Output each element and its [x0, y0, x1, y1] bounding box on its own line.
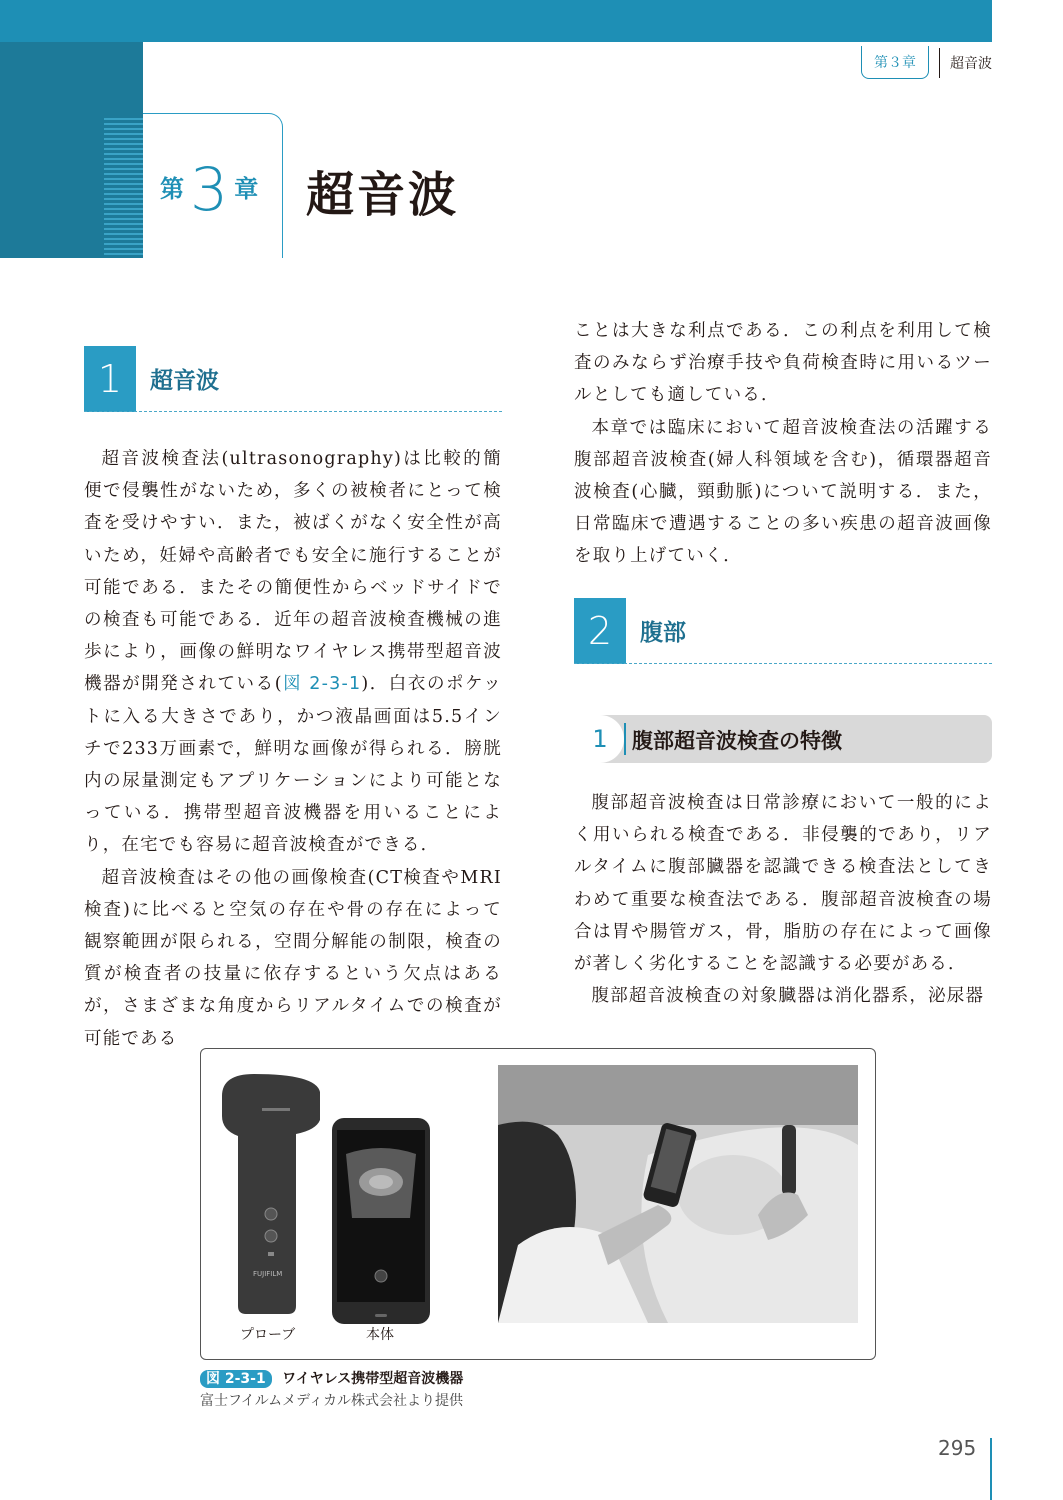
section-title: 超音波 [150, 368, 219, 394]
chapter-number: 3 [190, 155, 229, 225]
probe-label: プローブ [240, 1327, 296, 1343]
paragraph-text: )．白衣のポケットに入る大きさであり，かつ液晶画面は5.5インチで233万画素で，鮮明な画像が得られる．膀胱内の尿量測定もアプリケーションにより可能となっている．携帯型超音波機器を用いることにより，在宅でも容易に超音波検査ができる． [84, 674, 502, 856]
running-head-title: 超音波 [950, 55, 992, 72]
section-heading-2 [574, 598, 992, 664]
subsection-number: 1 [576, 715, 624, 763]
chapter-word-pre: 第 [160, 175, 184, 203]
chapter-label [160, 155, 259, 225]
section-dashed-rule [84, 411, 502, 412]
clinical-photo [498, 1065, 858, 1323]
figure-reference-link[interactable]: 図 2-3-1 [282, 674, 362, 695]
section-heading-1 [84, 346, 502, 412]
chapter-word-post: 章 [234, 175, 259, 203]
page-number: 295 [938, 1436, 977, 1460]
right-column-text-bottom [574, 787, 992, 1012]
body-label: 本体 [366, 1327, 394, 1343]
left-column-text [84, 443, 502, 1055]
figure-credit: 富士フイルムメディカル株式会社より提供 [200, 1393, 464, 1409]
paragraph: 腹部超音波検査は日常診療において一般的によく用いられる検査である．非侵襲的であり，リアルタイムに腹部臓器を認識できる検査法としてきわめて重要な検査法である．腹部超音波検査の場合は胃や腸管ガス，骨，脂肪の存在によって画像が著しく劣化することを認識する必要がある． [574, 793, 992, 975]
subsection-divider [624, 723, 626, 755]
running-head-divider [939, 48, 940, 78]
section-title: 腹部 [640, 620, 686, 646]
right-column-text-top [574, 315, 992, 573]
paragraph: 超音波検査はその他の画像検査(CT検査やMRI検査)に比べると空気の存在や骨の存在によって観察範囲が限られる，空間分解能の制限，検査の質が検査者の技量に依存するという欠点はあるが，さまざまな角度からリアルタイムでの検査が可能である [84, 867, 502, 1049]
device-photo [216, 1070, 456, 1340]
stripe-decoration [104, 118, 143, 258]
paragraph: 本章では臨床において超音波検査法の活躍する腹部超音波検査(婦人科領域を含む)，循環器超音波検査(心臓，頸動脈)について説明する．また，日常臨床で遭遇することの多い疾患の超音波画像を取り上げていく． [574, 417, 992, 567]
chapter-title: 超音波 [306, 167, 460, 223]
subsection-heading [576, 715, 992, 763]
section-number: 1 [84, 346, 136, 412]
paragraph: ことは大きな利点である．この利点を利用して検査のみならず治療手技や負荷検査時に用いるツールとしても適している． [574, 321, 992, 406]
probe-image [222, 1074, 320, 1314]
section-number: 2 [574, 598, 626, 664]
running-head-chapter: 第３章 [861, 46, 929, 79]
svg-text:FUJIFILM: FUJIFILM [253, 1270, 283, 1278]
subsection-title: 腹部超音波検査の特徴 [632, 729, 842, 753]
caption-tag: 図 2-3-1 [200, 1370, 272, 1388]
figure-caption [200, 1368, 463, 1388]
page-number-rule [990, 1438, 992, 1500]
paragraph [84, 443, 502, 862]
paragraph: 腹部超音波検査の対象臓器は消化器系，泌尿器 [591, 986, 985, 1007]
chapter-side-block [0, 42, 143, 258]
top-band [0, 0, 992, 42]
phone-image [332, 1118, 430, 1324]
paragraph-text: 超音波検査法(ultrasonography)は比較的簡便で侵襲性がないため，多くの被検者にとって検査を受けやすい．また，被ばくがなく安全性が高いため，妊婦や高齢者でも安全に施行することが可能である．またその簡便性からベッドサイドでの検査も可能である．近年の超音波検査機械の進歩により，画像の鮮明なワイヤレス携帯型超音波機器が開発されている( [84, 449, 502, 695]
section-dashed-rule [574, 663, 992, 664]
running-head [861, 46, 992, 79]
caption-title: ワイヤレス携帯型超音波機器 [282, 1371, 464, 1387]
